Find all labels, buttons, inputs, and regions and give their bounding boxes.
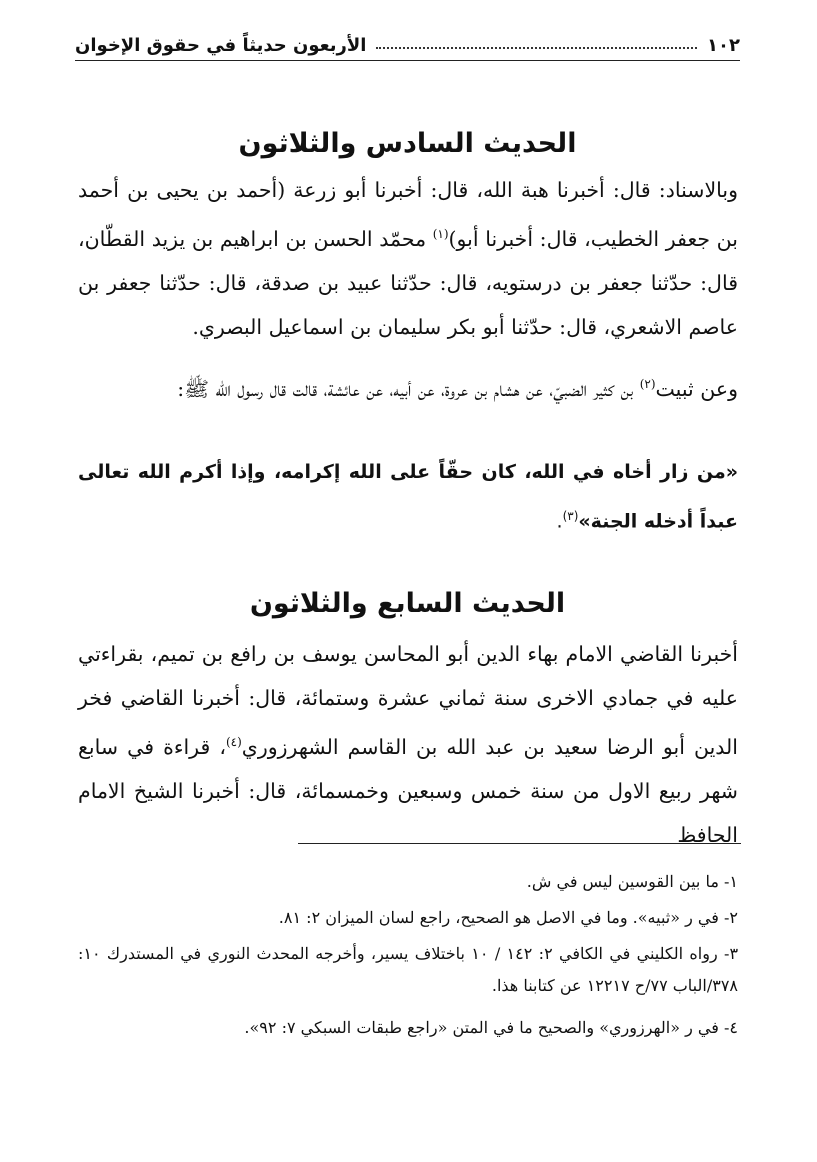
- hadith-36-matn-text: «من زار أخاه في الله، كان حقّاً على الله إكرامه، وإذا أكرم الله تعالى عبداً أدخله الجنة»: [78, 461, 738, 533]
- footnote-ref-3: (٣): [562, 509, 579, 523]
- hadith-36-isnad-text: وبالاسناد: قال: أخبرنا هبة الله، قال: أخبرنا أبو زرعة (أحمد بن يحيى بن أحمد بن جعفر الخطيب، قال: أخبرنا أبو): [78, 178, 738, 251]
- running-header: [75, 30, 740, 61]
- hadith-36-chain-text: وعن ثبيت: [655, 376, 738, 401]
- footnote-4: ٤- في ر «الهرزوري» والصحيح ما في المتن «راجع طبقات السبكي ٧: ٩٢».: [244, 1018, 738, 1037]
- hadith-37-isnad-text-cont: ، قراءة في سابع شهر ربيع الاول من سنة خمس وسبعين وخمسمائة، قال: أخبرنا الشيخ الامام الحافظ: [78, 734, 738, 847]
- hadith-36-isnad: [78, 168, 738, 349]
- footnote-3: ٣- رواه الكليني في الكافي ٢: ١٤٢ / ١٠ باختلاف يسير، وأخرجه المحدث النوري في المستدرك ١٠: ٣٧٨/الباب ٧٧/ح ١٢٢١٧ عن كتابنا هذا.: [78, 944, 739, 995]
- hadith-36-chain-text-cont: بن كثير الضبيّ، عن هشام بن عروة، عن أبيه، عن عائشة، قالت قال رسول الله ﷺ:: [177, 376, 640, 401]
- hadith-36-matn-end: .: [556, 510, 563, 533]
- footnote-2: ٢- في ر «ثبيه». وما في الاصل هو الصحيح، راجع لسان الميزان ٢: ٨١.: [278, 908, 738, 927]
- header-dot-leader: [376, 47, 697, 49]
- footnote-ref-1: (١): [432, 227, 449, 241]
- running-title: الأربعون حديثاً في حقوق الإخوان: [75, 34, 367, 56]
- footnote-ref-4: (٤): [225, 735, 242, 749]
- hadith-36-heading: الحديث السادس والثلاثون: [238, 128, 577, 159]
- footnote-1: ١- ما بين القوسين ليس في ش.: [526, 872, 738, 891]
- hadith-36-chain: [78, 362, 738, 411]
- hadith-37-heading: الحديث السابع والثلاثون: [249, 588, 566, 619]
- page-number: ١٠٢: [707, 34, 740, 56]
- hadith-37-isnad: [78, 632, 738, 857]
- footnote-ref-2: (٢): [639, 377, 656, 391]
- hadith-37-isnad-text: أخبرنا القاضي الامام بهاء الدين أبو المحاسن يوسف بن رافع بن تميم، بقراءتي عليه في جمادي الاخرى سنة ثماني عشرة وستمائة، قال: أخبرنا القاضي فخر الدين أبو الرضا سعيد بن عبد الله بن القاسم الشهرزوري: [78, 642, 738, 759]
- hadith-36-isnad-text-cont: محمّد الحسن بن ابراهيم بن يزيد القطّان، قال: حدّثنا جعفر بن درستويه، قال: حدّثنا عبيد بن صدقة، قال: حدّثنا جعفر بن عاصم الاشعري، قال: حدّثنا أبو بكر سليمان بن اسماعيل البصري.: [78, 226, 738, 339]
- footnote-separator: [298, 843, 741, 844]
- hadith-36-matn: [78, 450, 738, 543]
